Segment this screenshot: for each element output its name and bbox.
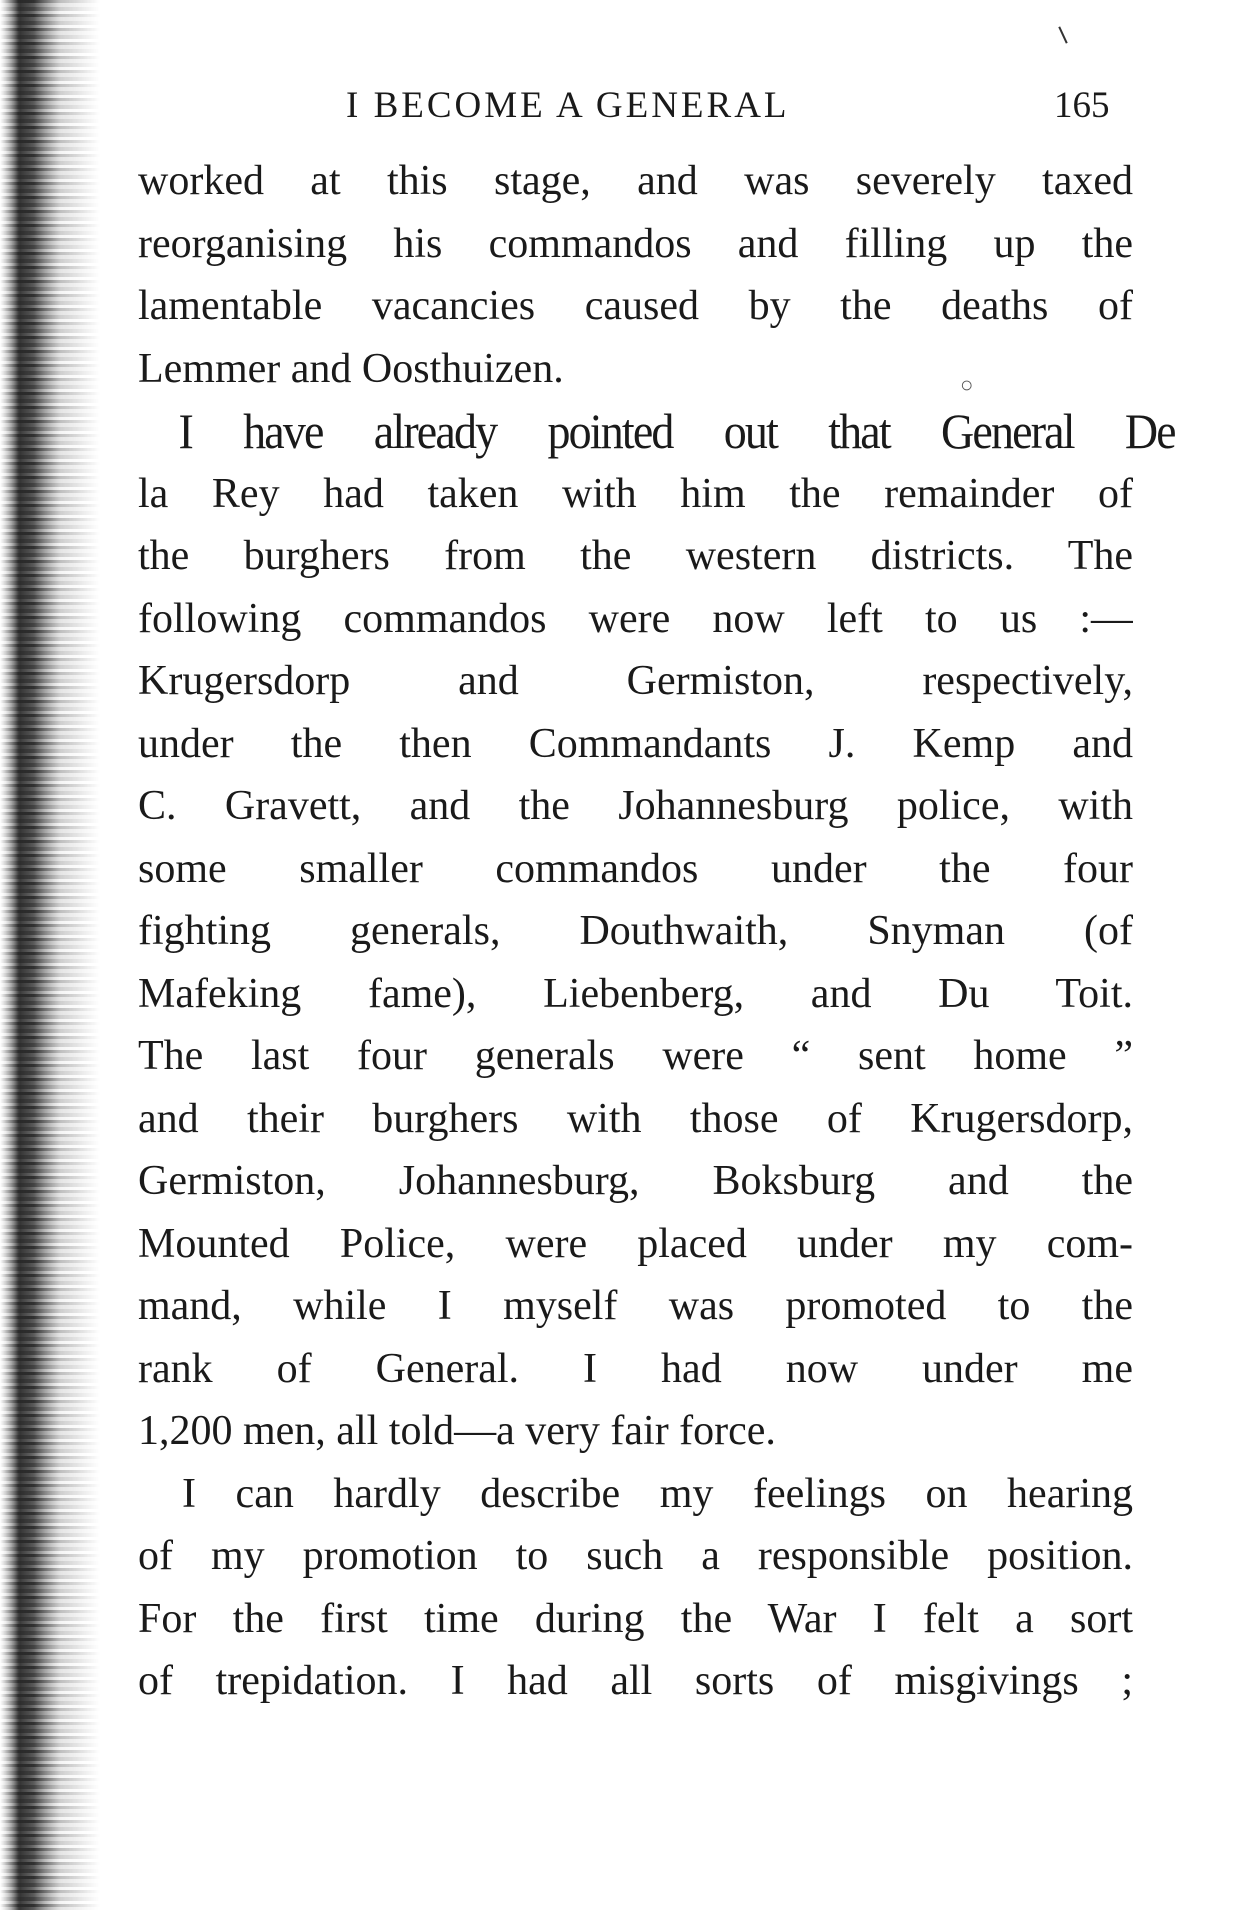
text-line: The last four generals were “ sent home ”: [138, 1033, 1133, 1079]
text-line: rank of General. I had now under me: [138, 1345, 1133, 1392]
text-line: 1,200 men, all told—a very fair force.: [138, 1408, 776, 1454]
text-line: worked at this stage, and was severely taxed: [138, 158, 1133, 204]
text-line: of trepidation. I had all sorts of misgivings ;: [138, 1658, 1133, 1704]
text-line: Germiston, Johannesburg, Boksburg and the: [138, 1158, 1133, 1204]
text-line: of my promotion to such a responsible position.: [138, 1533, 1133, 1579]
body-text: [138, 150, 1175, 1713]
text-line: I have already pointed out that General De: [178, 403, 1175, 459]
text-line: fighting generals, Douthwaith, Snyman (of: [138, 908, 1133, 954]
text-line: For the first time during the War I felt a sort: [138, 1595, 1133, 1642]
page-number: 165: [1054, 85, 1110, 126]
text-line: lamentable vacancies caused by the deaths of: [138, 283, 1133, 329]
text-line: the burghers from the western districts. The: [138, 533, 1133, 579]
text-line: reorganising his commandos and filling up the: [138, 220, 1133, 267]
text-line: Krugersdorp and Germiston, respectively,: [138, 658, 1133, 704]
text-line: I can hardly describe my feelings on hearing: [182, 1470, 1133, 1517]
text-line: following commandos were now left to us :—: [138, 595, 1133, 642]
scan-mark: ○: [960, 372, 974, 397]
text-line: under the then Commandants J. Kemp and: [138, 720, 1133, 767]
text-line: Mounted Police, were placed under my com-: [138, 1220, 1133, 1267]
running-title: I BECOME A GENERAL: [346, 85, 790, 126]
text-line: C. Gravett, and the Johannesburg police, with: [138, 783, 1133, 829]
text-line: Lemmer and Oosthuizen.: [138, 345, 564, 392]
scan-speck: [1058, 26, 1067, 43]
text-line: mand, while I myself was promoted to the: [138, 1283, 1133, 1329]
text-line: Mafeking fame), Liebenberg, and Du Toit.: [138, 970, 1133, 1017]
text-line: la Rey had taken with him the remainder of: [138, 470, 1133, 517]
running-head: [330, 84, 1130, 134]
text-line: some smaller commandos under the four: [138, 845, 1133, 892]
text-line: and their burghers with those of Krugersdorp,: [138, 1095, 1133, 1142]
scanned-binding-edge: [0, 0, 110, 1910]
